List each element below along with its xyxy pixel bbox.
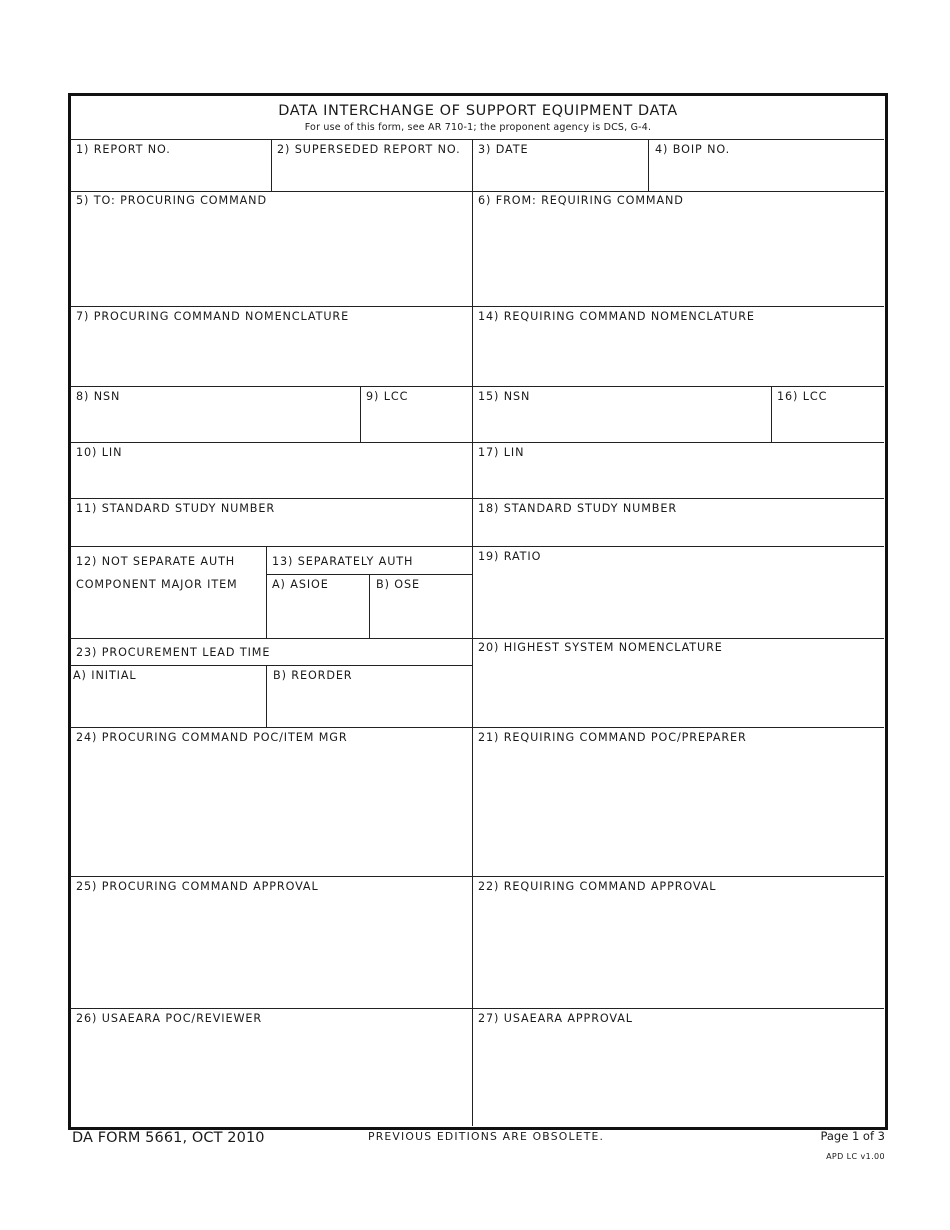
- divider: [771, 386, 772, 442]
- requiring-approval-label: 22) REQUIRING COMMAND APPROVAL: [478, 880, 717, 893]
- component-major-item-label: COMPONENT MAJOR ITEM: [76, 578, 238, 591]
- requiring-nomenclature-label: 14) REQUIRING COMMAND NOMENCLATURE: [478, 310, 755, 323]
- lcc-field[interactable]: [362, 405, 470, 440]
- report-no-field[interactable]: [72, 157, 269, 189]
- requiring-lcc-label: 16) LCC: [777, 390, 828, 403]
- procuring-poc-field[interactable]: [72, 746, 470, 874]
- divider: [70, 442, 884, 443]
- divider: [70, 876, 884, 877]
- requiring-lin-label: 17) LIN: [478, 446, 525, 459]
- date-field[interactable]: [474, 157, 646, 189]
- version-label: APD LC v1.00: [826, 1152, 885, 1161]
- procuring-approval-field[interactable]: [72, 895, 470, 1006]
- usaeara-poc-label: 26) USAEARA POC/REVIEWER: [76, 1012, 263, 1025]
- boip-no-field[interactable]: [650, 157, 882, 189]
- procuring-command-label: 5) TO: PROCURING COMMAND: [76, 194, 267, 207]
- procuring-nomenclature-field[interactable]: [72, 325, 470, 384]
- previous-editions-note: PREVIOUS EDITIONS ARE OBSOLETE.: [368, 1130, 605, 1143]
- requiring-poc-label: 21) REQUIRING COMMAND POC/PREPARER: [478, 731, 747, 744]
- reorder-field[interactable]: [268, 684, 470, 725]
- usaeara-approval-label: 27) USAEARA APPROVAL: [478, 1012, 633, 1025]
- nsn-field[interactable]: [72, 405, 358, 440]
- requiring-command-field[interactable]: [474, 209, 882, 304]
- divider: [70, 665, 472, 666]
- divider: [271, 139, 272, 191]
- standard-study-number-label: 11) STANDARD STUDY NUMBER: [76, 502, 276, 515]
- divider: [70, 191, 884, 192]
- divider: [70, 139, 884, 140]
- usaeara-approval-field[interactable]: [474, 1027, 882, 1123]
- lcc-label: 9) LCC: [366, 390, 409, 403]
- highest-system-nomenclature-field[interactable]: [474, 656, 882, 725]
- requiring-standard-study-number-field[interactable]: [474, 517, 882, 544]
- separately-auth-label: 13) SEPARATELY AUTH: [272, 555, 414, 568]
- form-title: DATA INTERCHANGE OF SUPPORT EQUIPMENT DATA: [278, 103, 678, 119]
- ratio-label: 19) RATIO: [478, 550, 542, 563]
- superseded-report-no-field[interactable]: [273, 157, 470, 189]
- requiring-poc-field[interactable]: [474, 746, 882, 874]
- form-subtitle: For use of this form, see AR 710-1; the proponent agency is DCS, G-4.: [304, 122, 652, 133]
- divider: [360, 386, 361, 442]
- requiring-standard-study-number-label: 18) STANDARD STUDY NUMBER: [478, 502, 678, 515]
- ose-field[interactable]: [371, 594, 470, 636]
- boip-no-label: 4) BOIP NO.: [655, 143, 731, 156]
- requiring-lcc-field[interactable]: [773, 405, 882, 440]
- report-no-label: 1) REPORT NO.: [76, 143, 171, 156]
- procuring-nomenclature-label: 7) PROCURING COMMAND NOMENCLATURE: [76, 310, 350, 323]
- superseded-report-no-label: 2) SUPERSEDED REPORT NO.: [277, 143, 461, 156]
- lin-label: 10) LIN: [76, 446, 123, 459]
- divider: [70, 546, 884, 547]
- highest-system-nomenclature-label: 20) HIGHEST SYSTEM NOMENCLATURE: [478, 641, 723, 654]
- divider: [369, 574, 370, 638]
- not-separate-auth-label: 12) NOT SEPARATE AUTH: [76, 555, 236, 568]
- divider: [648, 139, 649, 191]
- ose-label: B) OSE: [376, 578, 420, 591]
- divider: [266, 665, 267, 727]
- initial-field[interactable]: [72, 684, 264, 725]
- page-number: Page 1 of 3: [820, 1129, 885, 1143]
- initial-label: A) INITIAL: [73, 669, 137, 682]
- divider: [70, 306, 884, 307]
- procuring-command-field[interactable]: [72, 209, 470, 304]
- requiring-approval-field[interactable]: [474, 895, 882, 1006]
- nsn-label: 8) NSN: [76, 390, 121, 403]
- divider: [70, 498, 884, 499]
- requiring-nomenclature-field[interactable]: [474, 325, 882, 384]
- not-separate-auth-field[interactable]: [72, 594, 264, 636]
- form-number: DA FORM 5661, OCT 2010: [72, 1130, 265, 1146]
- requiring-command-label: 6) FROM: REQUIRING COMMAND: [478, 194, 684, 207]
- divider: [70, 638, 884, 639]
- asioe-field[interactable]: [268, 594, 367, 636]
- usaeara-poc-field[interactable]: [72, 1027, 470, 1123]
- requiring-nsn-label: 15) NSN: [478, 390, 531, 403]
- requiring-lin-field[interactable]: [474, 461, 882, 496]
- procurement-lead-time-label: 23) PROCUREMENT LEAD TIME: [76, 646, 271, 659]
- divider: [70, 1008, 884, 1009]
- asioe-label: A) ASIOE: [272, 578, 329, 591]
- procuring-approval-label: 25) PROCURING COMMAND APPROVAL: [76, 880, 319, 893]
- divider: [472, 139, 473, 1126]
- reorder-label: B) REORDER: [273, 669, 353, 682]
- requiring-nsn-field[interactable]: [474, 405, 769, 440]
- divider: [70, 386, 884, 387]
- standard-study-number-field[interactable]: [72, 517, 470, 544]
- lin-field[interactable]: [72, 461, 470, 496]
- procuring-poc-label: 24) PROCURING COMMAND POC/ITEM MGR: [76, 731, 348, 744]
- divider: [266, 546, 267, 638]
- date-label: 3) DATE: [478, 143, 529, 156]
- ratio-field[interactable]: [474, 565, 882, 636]
- divider: [70, 727, 884, 728]
